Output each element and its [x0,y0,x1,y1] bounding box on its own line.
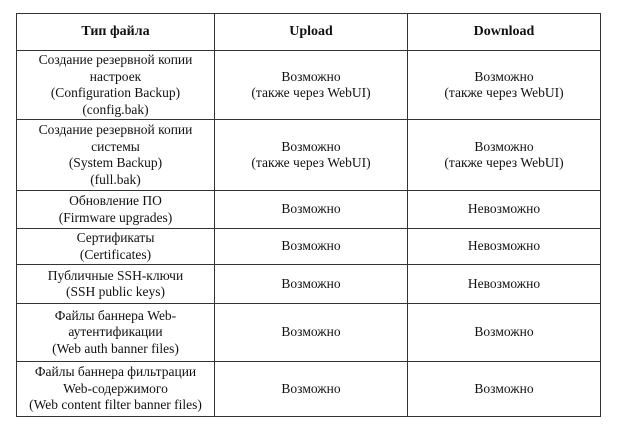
download-cell [408,265,601,304]
cell-line: Невозможно [467,238,541,254]
table-row [17,51,601,120]
upload-cell [215,362,408,417]
cell-line: Возможно [281,324,341,340]
download-cell [408,304,601,362]
table-row [17,229,601,265]
cell-line: Возможно [474,324,534,340]
table-row [17,265,601,304]
cell-line: Возможно [281,68,341,84]
cell-line: Web-содержимого [63,380,168,396]
file-type-cell [17,191,215,229]
table-row [17,120,601,191]
cell-line: Публичные SSH-ключи [47,267,184,283]
cell-line: Файлы баннера фильтрации [34,364,197,380]
file-type-cell [17,229,215,265]
cell-line: Возможно [474,380,534,396]
cell-line: системы [91,138,140,154]
cell-line: Возможно [281,201,341,217]
download-cell [408,120,601,191]
download-cell [408,191,601,229]
cell-line: (также через WebUI) [251,155,371,170]
cell-line: Создание резервной копии [38,122,193,137]
cell-line: (также через WebUI) [251,85,371,100]
file-type-cell [17,120,215,191]
cell-line: Обновление ПО [69,193,162,208]
file-type-cell [17,304,215,362]
table-row [17,191,601,229]
cell-line: (Web content filter banner files) [29,397,202,413]
cell-line: Возможно [281,238,341,254]
cell-line: Возможно [281,380,341,396]
cell-line: (также через WebUI) [444,155,564,170]
cell-line: Возможно [474,138,534,154]
cell-line: Невозможно [467,201,541,217]
file-type-cell [17,51,215,120]
cell-line: (Configuration Backup) [50,85,181,100]
cell-line: (Web auth banner files) [52,340,179,356]
cell-line: (System Backup) [68,155,163,170]
cell-line: (Firmware upgrades) [58,209,173,225]
table-row [17,362,601,417]
upload-cell [215,229,408,265]
cell-line: Возможно [281,138,341,154]
cell-line: Создание резервной копии [38,52,193,67]
cell-line: Сертификаты [76,230,155,245]
table-row [17,304,601,362]
cell-line: Файлы баннера Web- [54,307,177,323]
header-upload: Upload [215,14,408,51]
download-cell [408,362,601,417]
cell-line: настроек [89,68,142,84]
cell-line: (config.bak) [82,101,149,117]
download-cell [408,229,601,265]
file-type-cell [17,362,215,417]
upload-cell [215,120,408,191]
download-cell [408,51,601,120]
upload-cell [215,51,408,120]
cell-line: (SSH public keys) [66,284,165,299]
cell-line: Невозможно [467,275,541,291]
cell-line: (full.bak) [90,171,141,187]
header-file-type: Тип файла [17,14,215,51]
header-download: Download [408,14,601,51]
upload-cell [215,304,408,362]
upload-cell [215,191,408,229]
cell-line: аутентификации [68,324,163,340]
file-type-cell [17,265,215,304]
upload-cell [215,265,408,304]
cell-line: (также через WebUI) [444,85,564,100]
cell-line: Возможно [474,68,534,84]
file-transfer-table [16,13,601,417]
cell-line: (Certificates) [79,246,152,262]
cell-line: Возможно [281,275,341,291]
header-row [17,14,601,51]
